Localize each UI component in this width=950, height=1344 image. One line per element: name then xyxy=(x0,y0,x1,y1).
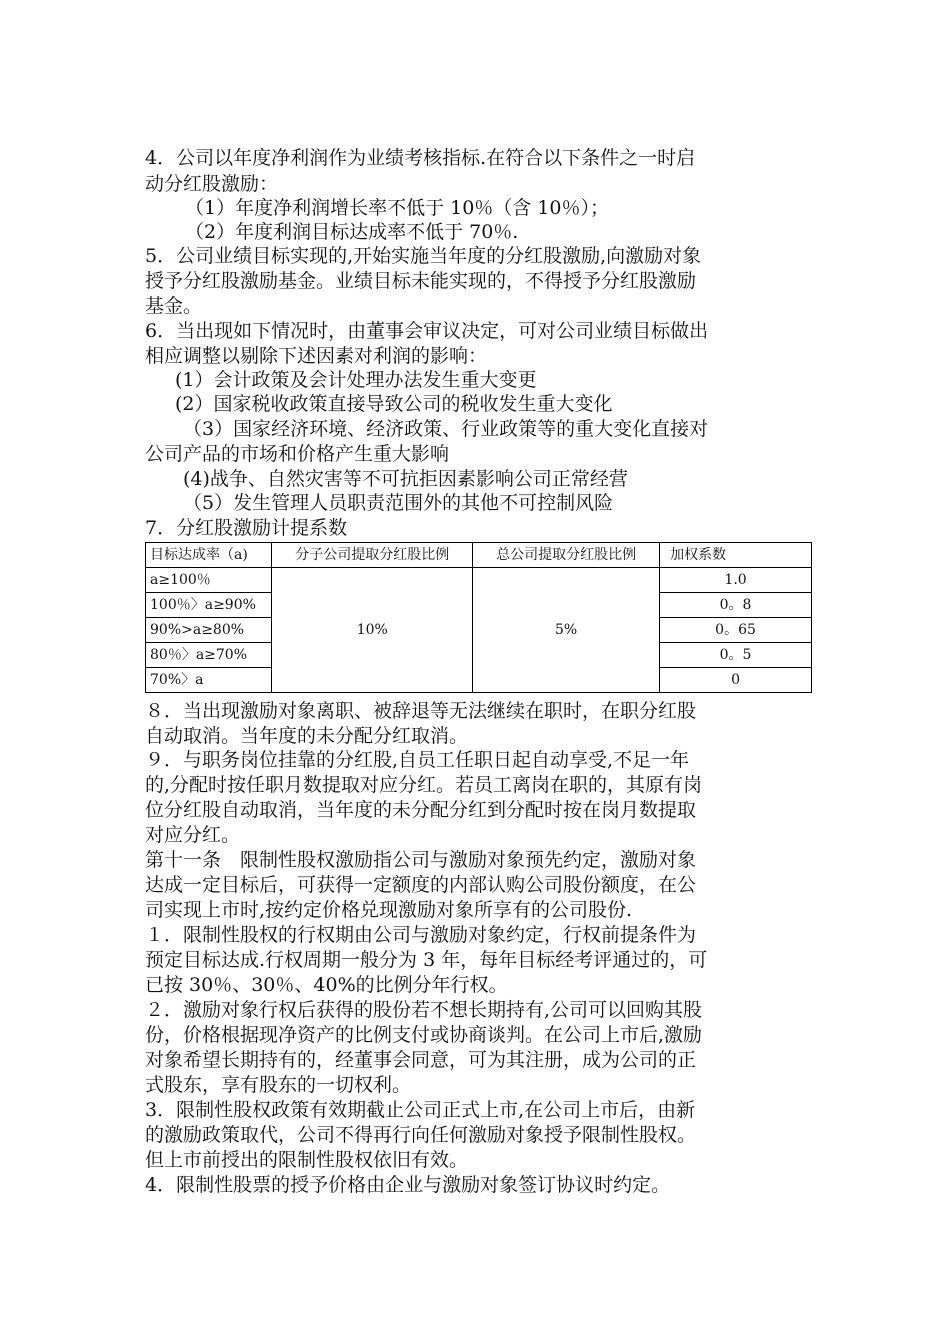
article-11-line-2: 达成一定目标后，可获得一定额度的内部认购公司股份额度，在公 xyxy=(145,874,697,896)
header-target-rate: 目标达成率（a) xyxy=(146,543,272,568)
restricted-item-3-line-1: 3．限制性股权政策有效期截止公司正式上市,在公司上市后，由新 xyxy=(145,1099,696,1121)
paragraph-9-line-3: 位分红股自动取消，当年度的未分配分红到分配时按在岗月数提取 xyxy=(145,799,697,821)
paragraph-9-line-2: 的,分配时按任职月数提取对应分红。若员工离岗在职的，其原有岗 xyxy=(145,774,703,796)
rate-cell: 80％〉a≥70% xyxy=(146,643,272,668)
restricted-item-1-line-3: 已按 30％、30％、40%的比例分年行权。 xyxy=(145,974,508,996)
restricted-item-1-line-2: 预定目标达成.行权周期一般分为 3 年，每年目标经考评通过的，可 xyxy=(145,949,708,971)
paragraph-4-line-2: 动分红股激励： xyxy=(145,173,279,195)
paragraph-5-line-2: 授予分红股激励基金。业绩目标未能实现的，不得授予分红股激励 xyxy=(145,270,697,292)
adjustment-item-3-line-2: 公司产品的市场和价格产生重大影响 xyxy=(145,443,450,465)
subsidiary-ratio-cell: 10% xyxy=(272,568,473,693)
adjustment-item-4: (4)战争、自然灾害等不可抗拒因素影响公司正常经营 xyxy=(183,468,628,490)
rate-cell: 90%>a≥80% xyxy=(146,618,272,643)
paragraph-7-heading: 7．分红股激励计提系数 xyxy=(145,517,348,539)
paragraph-4-line-1: 4．公司以年度净利润作为业绩考核指标.在符合以下条件之一时启 xyxy=(145,147,696,169)
condition-2: （2）年度利润目标达成率不低于 70％. xyxy=(185,221,519,243)
rate-cell: a≥100％ xyxy=(146,568,272,593)
paragraph-5-line-3: 基金。 xyxy=(145,295,203,317)
condition-1: （1）年度净利润增长率不低于 10％（含 10％）； xyxy=(185,197,610,219)
adjustment-item-5: （5）发生管理人员职责范围外的其他不可控制风险 xyxy=(183,492,614,514)
restricted-item-3-line-2: 的激励政策取代，公司不得再行向任何激励对象授予限制性股权。 xyxy=(145,1124,697,1146)
article-11-line-3: 司实现上市时,按约定价格兑现激励对象所享有的公司股份. xyxy=(145,899,633,921)
adjustment-item-2: (2）国家税收政策直接导致公司的税收发生重大变化 xyxy=(175,393,613,415)
paragraph-8-line-1: ８．当出现激励对象离职、被辞退等无法继续在职时，在职分红股 xyxy=(145,700,697,722)
header-headquarters-ratio: 总公司提取分红股比例 xyxy=(473,543,660,568)
header-weight-coefficient: 加权系数 xyxy=(660,543,812,568)
paragraph-9-line-4: 对应分红。 xyxy=(145,824,241,846)
paragraph-5-line-1: 5．公司业绩目标实现的,开始实施当年度的分红股激励,向激励对象 xyxy=(145,245,702,267)
restricted-item-2-line-4: 式股东，享有股东的一切权利。 xyxy=(145,1074,412,1096)
weight-cell: 0。8 xyxy=(660,593,812,618)
restricted-item-1-line-1: １．限制性股权的行权期由公司与激励对象约定，行权前提条件为 xyxy=(145,924,697,946)
rate-cell: 70%〉a xyxy=(146,668,272,693)
restricted-item-2-line-1: ２．激励对象行权后获得的股份若不想长期持有,公司可以回购其股 xyxy=(145,999,703,1021)
table-row xyxy=(146,568,812,593)
rate-cell: 100％〉a≥90% xyxy=(146,593,272,618)
weight-cell: 0。5 xyxy=(660,643,812,668)
adjustment-item-1: (1）会计政策及会计处理办法发生重大变更 xyxy=(175,369,537,391)
weight-cell: 1.0 xyxy=(660,568,812,593)
paragraph-6-line-1: 6．当出现如下情况时，由董事会审议决定，可对公司业绩目标做出 xyxy=(145,320,709,342)
adjustment-item-3-line-1: （3）国家经济环境、经济政策、行业政策等的重大变化直接对 xyxy=(183,418,709,440)
restricted-item-3-line-3: 但上市前授出的限制性股权依旧有效。 xyxy=(145,1149,469,1171)
weight-cell: 0。65 xyxy=(660,618,812,643)
restricted-item-4: 4．限制性股票的授予价格由企业与激励对象签订协议时约定。 xyxy=(145,1174,671,1196)
restricted-item-2-line-2: 份，价格根据现净资产的比例支付或协商谈判。在公司上市后,激励 xyxy=(145,1024,703,1046)
paragraph-9-line-1: ９．与职务岗位挂靠的分红股,自员工任职日起自动享受,不足一年 xyxy=(145,749,690,771)
paragraph-8-line-2: 自动取消。当年度的未分配分红取消。 xyxy=(145,725,469,747)
dividend-coefficient-table xyxy=(145,542,812,693)
table-header-row xyxy=(146,543,812,568)
header-subsidiary-ratio: 分子公司提取分红股比例 xyxy=(272,543,473,568)
restricted-item-2-line-3: 对象希望长期持有的，经董事会同意，可为其注册，成为公司的正 xyxy=(145,1049,697,1071)
headquarters-ratio-cell: 5% xyxy=(473,568,660,693)
article-11-line-1: 第十一条 限制性股权激励指公司与激励对象预先约定，激励对象 xyxy=(145,849,697,871)
paragraph-6-line-2: 相应调整以剔除下述因素对利润的影响： xyxy=(145,345,488,367)
weight-cell: 0 xyxy=(660,668,812,693)
